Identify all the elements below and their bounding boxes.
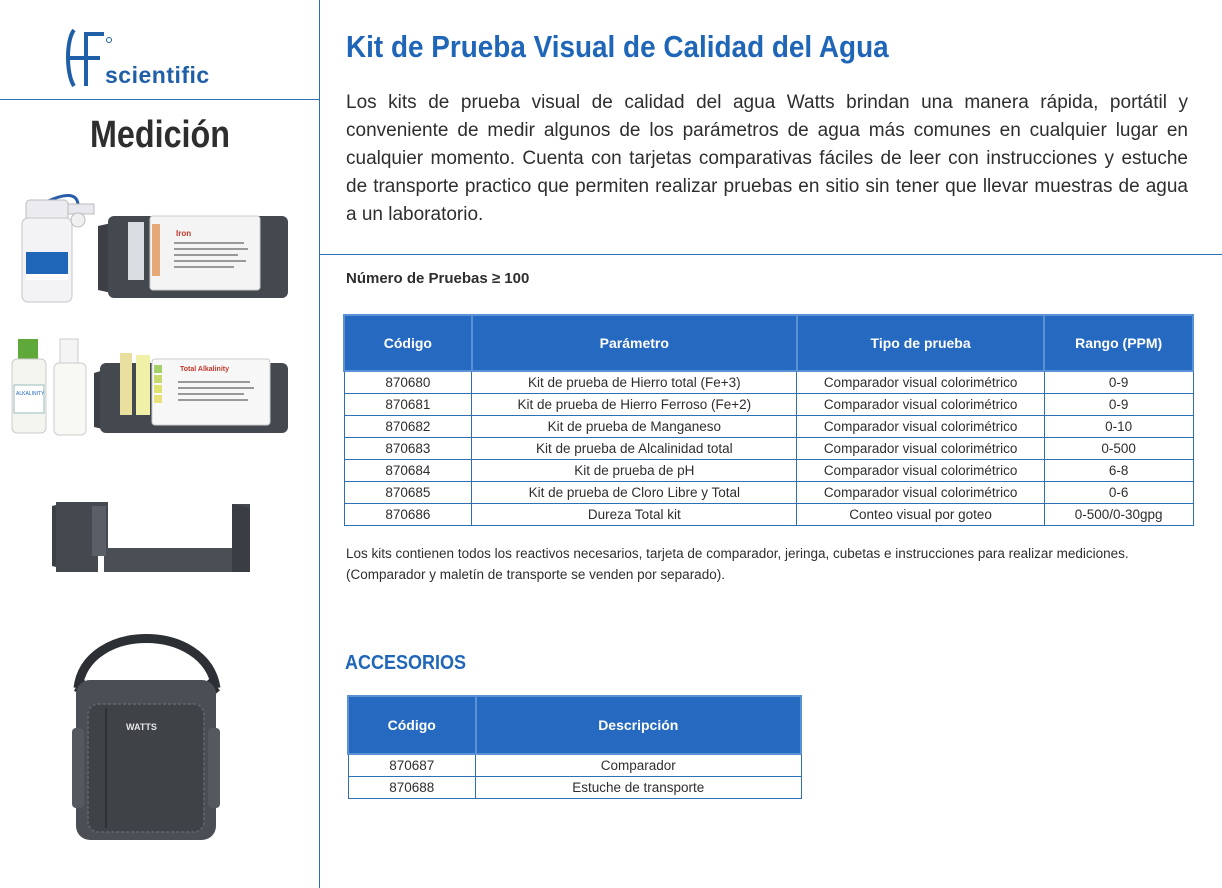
cell-parameter: Kit de prueba de Cloro Libre y Total bbox=[472, 482, 797, 504]
cell-code: 870685 bbox=[344, 482, 472, 504]
section-title: Medición bbox=[90, 114, 230, 156]
intro-divider bbox=[320, 254, 1222, 255]
cell-description: Comparador bbox=[476, 754, 801, 777]
cell-code: 870686 bbox=[344, 504, 472, 526]
cell-test-type: Comparador visual colorimétrico bbox=[797, 460, 1044, 482]
cell-range: 0-9 bbox=[1044, 394, 1193, 416]
table-header-row bbox=[348, 696, 801, 754]
cell-code: 870683 bbox=[344, 438, 472, 460]
comparator-image bbox=[48, 498, 254, 578]
header-parametro: Parámetro bbox=[472, 315, 797, 371]
alkalinity-kit-image bbox=[8, 335, 293, 440]
cell-range: 6-8 bbox=[1044, 460, 1193, 482]
page-title: Kit de Prueba Visual de Calidad del Agua bbox=[346, 29, 889, 64]
cell-parameter: Kit de prueba de pH bbox=[472, 460, 797, 482]
cell-code: 870688 bbox=[348, 777, 476, 799]
cell-test-type: Conteo visual por goteo bbox=[797, 504, 1044, 526]
header-codigo: Código bbox=[348, 696, 476, 754]
logo-text: scientific bbox=[105, 62, 210, 88]
cell-range: 0-10 bbox=[1044, 416, 1193, 438]
note-line-2: (Comparador y maletín de transporte se venden por separado). bbox=[346, 567, 725, 582]
cell-parameter: Kit de prueba de Hierro total (Fe+3) bbox=[472, 371, 797, 394]
note-line-1: Los kits contienen todos los reactivos necesarios, tarjeta de comparador, jeringa, cubetas e instrucciones para realizar mediciones. bbox=[346, 546, 1129, 561]
cell-parameter: Kit de prueba de Manganeso bbox=[472, 416, 797, 438]
cell-code: 870681 bbox=[344, 394, 472, 416]
vertical-divider bbox=[319, 0, 320, 888]
cell-parameter: Dureza Total kit bbox=[472, 504, 797, 526]
table-row bbox=[348, 777, 801, 799]
header-tipo: Tipo de prueba bbox=[797, 315, 1044, 371]
table-row bbox=[348, 754, 801, 777]
table-row bbox=[344, 371, 1193, 394]
cell-parameter: Kit de prueba de Alcalinidad total bbox=[472, 438, 797, 460]
header-codigo: Código bbox=[344, 315, 472, 371]
cell-code: 870687 bbox=[348, 754, 476, 777]
bag-brand: WATTS bbox=[126, 722, 157, 732]
table-row bbox=[344, 438, 1193, 460]
iron-card-title: Iron bbox=[176, 229, 192, 238]
kit-note bbox=[346, 543, 1196, 585]
cell-test-type: Comparador visual colorimétrico bbox=[797, 438, 1044, 460]
header-descripcion: Descripción bbox=[476, 696, 801, 754]
intro-paragraph: Los kits de prueba visual de calidad del agua Watts brindan una manera rápida, portátil y conveniente de medir algunos de los parámetros de agua más comunes en cualquier lugar en cualquier momento. Cuenta con tarjetas comparativas fáciles de leer con instrucciones y estuche de transporte practico que permiten realizar pruebas en sitio sin tener que llevar muestras de agua a un laboratorio. bbox=[346, 92, 1188, 225]
table-row bbox=[344, 460, 1193, 482]
cell-range: 0-500 bbox=[1044, 438, 1193, 460]
cell-code: 870684 bbox=[344, 460, 472, 482]
bottle-label: ALKALINITY bbox=[16, 391, 45, 397]
table-header-row bbox=[344, 315, 1193, 371]
cell-range: 0-6 bbox=[1044, 482, 1193, 504]
table-row bbox=[344, 482, 1193, 504]
hf-scientific-logo bbox=[60, 22, 270, 92]
cell-range: 0-500/0-30gpg bbox=[1044, 504, 1193, 526]
sidebar-divider bbox=[0, 99, 320, 100]
tests-count-label: Número de Pruebas ≥ 100 bbox=[346, 270, 530, 287]
table-row bbox=[344, 394, 1193, 416]
cell-test-type: Comparador visual colorimétrico bbox=[797, 416, 1044, 438]
alkalinity-card-title: Total Alkalinity bbox=[180, 366, 230, 373]
cell-description: Estuche de transporte bbox=[476, 777, 801, 799]
header-rango: Rango (PPM) bbox=[1044, 315, 1193, 371]
cell-code: 870680 bbox=[344, 371, 472, 394]
iron-kit-image bbox=[16, 190, 296, 305]
products-table bbox=[343, 314, 1194, 526]
carrying-bag-image bbox=[66, 618, 226, 843]
table-row bbox=[344, 504, 1193, 526]
cell-range: 0-9 bbox=[1044, 371, 1193, 394]
cell-parameter: Kit de prueba de Hierro Ferroso (Fe+2) bbox=[472, 394, 797, 416]
table-row bbox=[344, 416, 1193, 438]
cell-test-type: Comparador visual colorimétrico bbox=[797, 482, 1044, 504]
cell-code: 870682 bbox=[344, 416, 472, 438]
cell-test-type: Comparador visual colorimétrico bbox=[797, 394, 1044, 416]
cell-test-type: Comparador visual colorimétrico bbox=[797, 371, 1044, 394]
accessories-title: ACCESORIOS bbox=[345, 652, 467, 674]
accessories-table bbox=[347, 695, 802, 799]
